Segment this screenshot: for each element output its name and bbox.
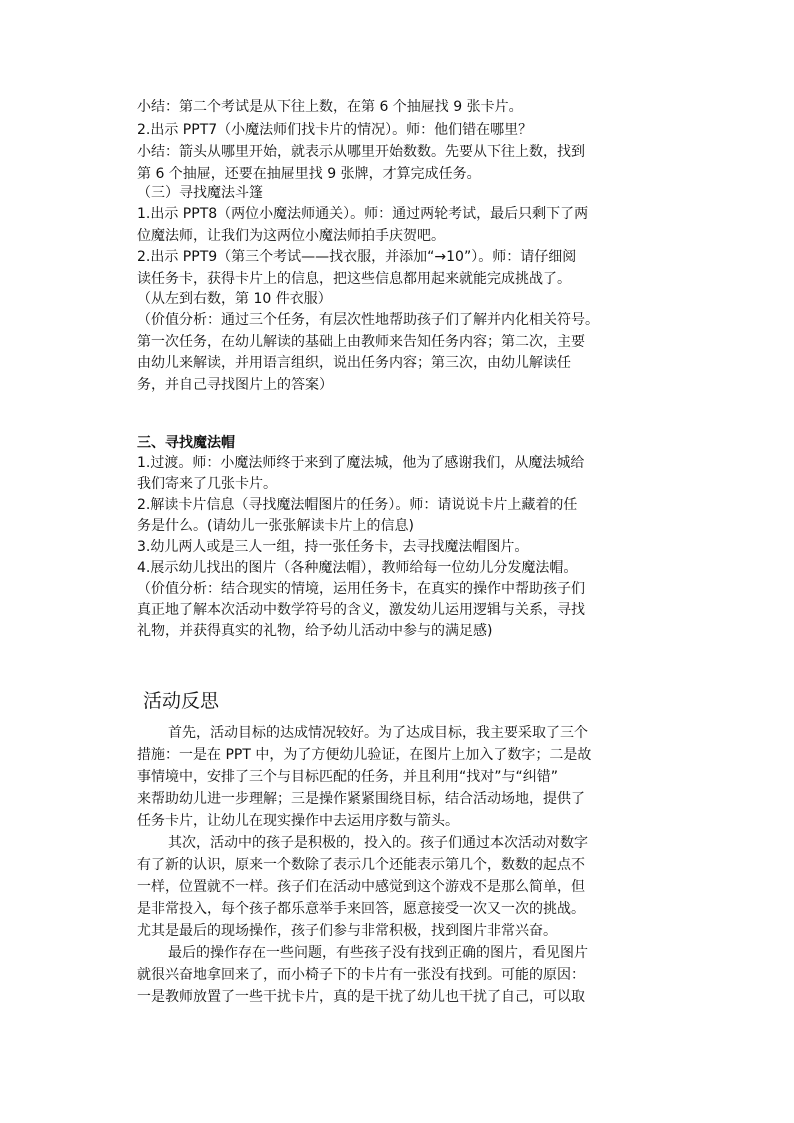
paragraph-line: 其次，活动中的孩子是积极的，投入的。孩子们通过本次活动对数字 xyxy=(168,835,588,851)
paragraph-line: 2.出示 PPT9（第三个考试——找衣服，并添加“→10”）。师：请仔细阅 xyxy=(137,249,577,265)
paragraph-line: 2.出示 PPT7（小魔法师们找卡片的情况）。师：他们错在哪里？ xyxy=(137,122,533,138)
paragraph-line: 读任务卡，获得卡片上的信息，把这些信息都用起来就能完成挑战了。 xyxy=(137,271,571,287)
paragraph-line: 一是教师放置了一些干扰卡片，真的是干扰了幼儿也干扰了自己，可以取 xyxy=(137,989,585,1005)
paragraph-line: 首先，活动目标的达成情况较好。为了达成目标，我主要采取了三个 xyxy=(168,725,588,741)
value-analysis-line: 由幼儿来解读，并用语言组织，说出任务内容；第三次，由幼儿解读任 xyxy=(137,355,571,371)
paragraph-line: 位魔法师，让我们为这两位小魔法师拍手庆贺吧。 xyxy=(137,228,445,244)
value-analysis-line: （价值分析：通过三个任务，有层次性地帮助孩子们了解并内化相关符号。 xyxy=(137,312,599,328)
paragraph-line: 小结：箭头从哪里开始，就表示从哪里开始数数。先要从下往上数，找到 xyxy=(137,144,585,160)
paragraph-line: 事情境中，安排了三个与目标匹配的任务，并且利用“找对”与“纠错” xyxy=(137,769,559,785)
paragraph-line: 我们寄来了几张卡片。 xyxy=(137,476,277,492)
paragraph-line: （从左到右数，第 10 件衣服） xyxy=(137,291,332,307)
value-analysis-line: 第一次任务，在幼儿解读的基础上由教师来告知任务内容；第二次，主要 xyxy=(137,334,585,350)
paragraph-line: 有了新的认识，原来一个数除了表示几个还能表示第几个，数数的起点不 xyxy=(137,857,585,873)
paragraph-line: 务是什么。(请幼儿一张张解读卡片上的信息) xyxy=(137,518,414,534)
reflection-heading: 活动反思 xyxy=(143,690,220,712)
paragraph-line: 就很兴奋地拿回来了，而小椅子下的卡片有一张没有找到。可能的原因： xyxy=(137,967,585,983)
paragraph-line: 尤其是最后的现场操作，孩子们参与非常积极，找到图片非常兴奋。 xyxy=(137,923,557,939)
value-analysis-line: 礼物，并获得真实的礼物，给予幼儿活动中参与的满足感) xyxy=(137,623,493,639)
paragraph-line: 最后的操作存在一些问题，有些孩子没有找到正确的图片，看见图片 xyxy=(168,945,588,961)
value-analysis-line: （价值分析：结合现实的情境，运用任务卡，在真实的操作中帮助孩子们 xyxy=(137,581,585,597)
value-analysis-line: 务，并自己寻找图片上的答案） xyxy=(137,377,333,393)
section-title: 三、寻找魔法帽 xyxy=(137,435,235,451)
paragraph-line: 4.展示幼儿找出的图片（各种魔法帽），教师给每一位幼儿分发魔法帽。 xyxy=(137,560,578,576)
paragraph-line: 来帮助幼儿进一步理解；三是操作紧紧围绕目标，结合活动场地，提供了 xyxy=(137,791,585,807)
paragraph-line: 1.过渡。师：小魔法师终于来到了魔法城，他为了感谢我们，从魔法城给 xyxy=(137,455,585,471)
subsection-title: （三）寻找魔法斗篷 xyxy=(137,185,263,201)
paragraph-line: 3.幼儿两人或是三人一组，持一张任务卡，去寻找魔法帽图片。 xyxy=(137,539,529,555)
paragraph-line: 一样，位置就不一样。孩子们在活动中感觉到这个游戏不是那么简单，但 xyxy=(137,879,585,895)
value-analysis-line: 真正地了解本次活动中数学符号的含义，激发幼儿运用逻辑与关系，寻找 xyxy=(137,602,585,618)
paragraph-line: 是非常投入，每个孩子都乐意举手来回答，愿意接受一次又一次的挑战。 xyxy=(137,901,585,917)
paragraph-line: 2.解读卡片信息（寻找魔法帽图片的任务）。师：请说说卡片上藏着的任 xyxy=(137,497,578,513)
paragraph-line: 第 6 个抽屉，还要在抽屉里找 9 张牌，才算完成任务。 xyxy=(137,166,481,182)
paragraph-line: 小结：第二个考试是从下往上数，在第 6 个抽屉找 9 张卡片。 xyxy=(137,99,523,115)
paragraph-line: 措施：一是在 PPT 中，为了方便幼儿验证，在图片上加入了数字；二是故 xyxy=(137,747,592,763)
paragraph-line: 任务卡片，让幼儿在现实操作中去运用序数与箭头。 xyxy=(137,813,459,829)
paragraph-line: 1.出示 PPT8（两位小魔法师通关）。师：通过两轮考试，最后只剩下了两 xyxy=(137,206,589,222)
